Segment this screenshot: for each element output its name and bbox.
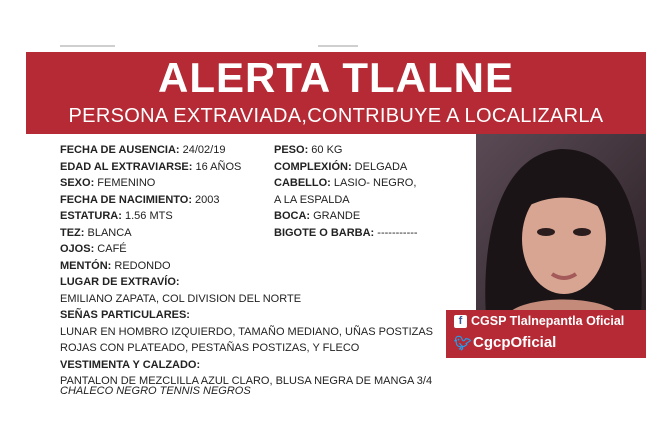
details-left-row (60, 274, 433, 291)
social-accounts-box (446, 310, 646, 358)
facebook-account-name: CGSP Tlalnepantla Oficial (471, 314, 625, 328)
alert-subtitle: PERSONA EXTRAVIADA,CONTRIBUYE A LOCALIZARLA (68, 105, 604, 127)
twitter-icon: 🐦︎ (454, 334, 472, 351)
details-left-row (60, 258, 433, 275)
field-label: BOCA: (274, 210, 311, 222)
field-value: BLANCA (84, 226, 132, 239)
field-value: PANTALON DE MEZCLILLA AZUL CLARO, BLUSA NEGRA DE MANGA 3/4 (60, 375, 433, 387)
field-value: GRANDE (310, 210, 361, 222)
clothing-line-cut: CHALECO NEGRO TENNIS NEGROS (60, 385, 251, 397)
field-value: CAFÉ (94, 243, 127, 255)
top-artifact (60, 45, 115, 47)
field-value: 2003 (192, 193, 220, 206)
details-left-row (60, 241, 433, 258)
field-label: OJOS: (60, 243, 95, 255)
field-label: TEZ: (60, 226, 85, 239)
field-label: BIGOTE O BARBA: (274, 226, 375, 239)
field-value: ----------- (374, 226, 418, 239)
field-label: SEÑAS PARTICULARES: (60, 309, 190, 321)
field-value: FEMENINO (94, 177, 156, 189)
field-label: CABELLO: (274, 177, 331, 189)
details-right-row (274, 208, 418, 225)
facebook-icon: f (454, 315, 467, 328)
details-left-row (60, 324, 433, 341)
facebook-account (454, 314, 624, 328)
field-value: 60 KG (308, 144, 343, 156)
details-left-row (60, 307, 433, 324)
field-value: 16 AÑOS (192, 160, 242, 173)
details-right-row (274, 225, 418, 242)
field-value: LASIO- NEGRO, (330, 177, 417, 189)
field-label: VESTIMENTA Y CALZADO: (60, 358, 201, 371)
alert-banner (26, 52, 646, 134)
field-label: ESTATURA: (60, 210, 122, 222)
missing-person-poster (26, 52, 646, 397)
details-right-row (274, 142, 418, 159)
field-value: LUNAR EN HOMBRO IZQUIERDO, TAMAÑO MEDIANO, UÑAS POSTIZAS (60, 325, 434, 338)
field-value: DELGADA (351, 160, 408, 173)
field-value: 1.56 MTS (121, 210, 173, 222)
field-label: COMPLEXIÓN: (274, 160, 352, 173)
details-right-row (274, 192, 418, 209)
top-artifact-2 (318, 45, 358, 47)
field-label: FECHA DE AUSENCIA: (60, 144, 180, 156)
twitter-account (454, 334, 556, 351)
field-value: EMILIANO ZAPATA, COL DIVISION DEL NORTE (60, 292, 302, 305)
field-label: SEXO: (60, 177, 95, 189)
field-value: 24/02/19 (179, 144, 226, 156)
details-right-column (274, 142, 418, 241)
alert-title: ALERTA TLALNE (158, 54, 514, 101)
field-label: PESO: (274, 144, 309, 156)
twitter-account-name: CgcpOficial (473, 334, 557, 351)
details-left-row (60, 291, 433, 308)
details-left-row (60, 357, 433, 374)
field-label: MENTÓN: (60, 259, 112, 272)
details-left-row (60, 340, 433, 357)
field-value: ROJAS CON PLATEADO, PESTAÑAS POSTIZAS, Y FLECO (60, 342, 360, 354)
field-label: EDAD AL EXTRAVIARSE: (60, 160, 193, 173)
field-label: FECHA DE NACIMIENTO: (60, 193, 192, 206)
field-value: REDONDO (111, 259, 171, 272)
person-photo (476, 134, 646, 316)
field-value: A LA ESPALDA (274, 193, 350, 206)
details-right-row (274, 175, 418, 192)
field-label: LUGAR DE EXTRAVÍO: (60, 276, 180, 288)
details-right-row (274, 159, 418, 176)
